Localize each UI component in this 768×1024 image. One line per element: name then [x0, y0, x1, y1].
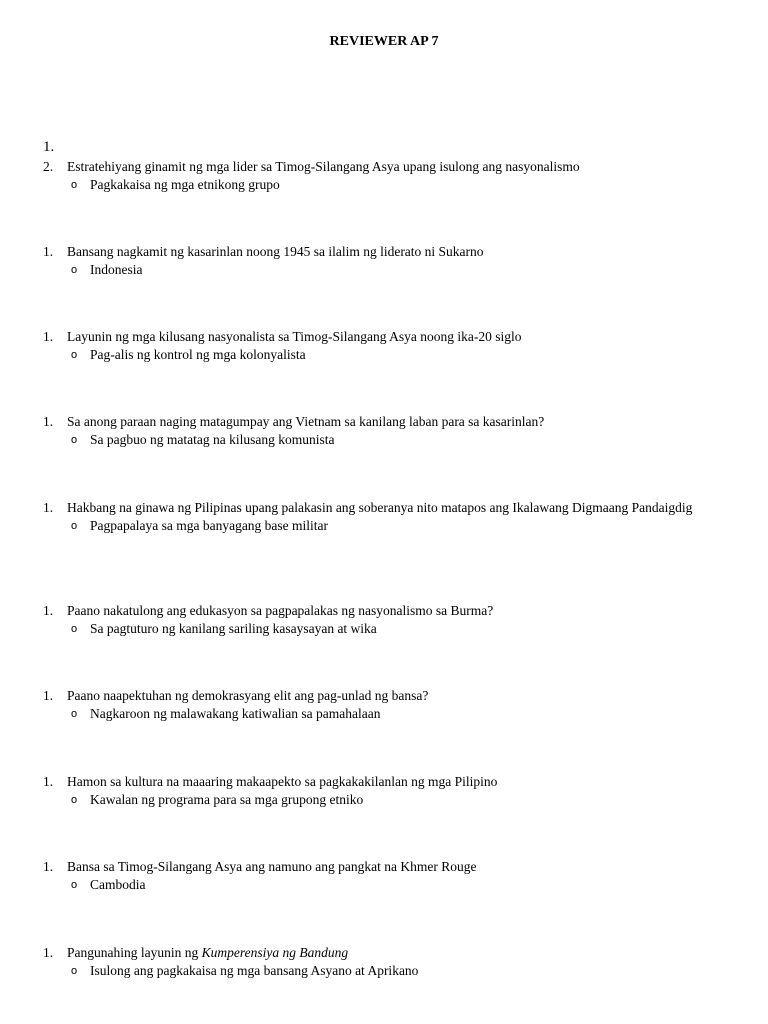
- question-item: [43, 858, 723, 894]
- question-text: Paano nakatulong ang edukasyon sa pagpapalakas ng nasyonalismo sa Burma?: [67, 603, 494, 618]
- question-item: [43, 773, 723, 809]
- question-text: Layunin ng mga kilusang nasyonalista sa Timog-Silangang Asya noong ika-20 siglo: [67, 329, 522, 344]
- question-item: [43, 243, 723, 279]
- question-number: 2.: [43, 159, 54, 174]
- question-text: [67, 944, 723, 962]
- question-text: Hamon sa kultura na maaaring makaapekto sa pagkakakilanlan ng mga Pilipino: [67, 774, 498, 789]
- answer-text: Cambodia: [90, 877, 146, 892]
- question-item: [43, 413, 723, 449]
- question-number: 1.: [43, 244, 54, 259]
- answer-text: Pag-alis ng kontrol ng mga kolonyalista: [90, 347, 306, 362]
- bullet-icon: o: [71, 708, 78, 720]
- question-text-italic: Kumperensiya ng Bandung: [201, 945, 349, 960]
- answer-text: Indonesia: [90, 262, 143, 277]
- question-item: [43, 499, 723, 535]
- bullet-icon: o: [71, 264, 78, 276]
- bullet-icon: o: [71, 520, 78, 532]
- bullet-icon: o: [71, 434, 78, 446]
- question-number: 1.: [43, 945, 54, 960]
- question-item: [43, 328, 723, 364]
- bullet-icon: o: [71, 179, 78, 191]
- bullet-icon: o: [71, 879, 78, 891]
- question-item: [43, 687, 723, 723]
- bullet-icon: o: [71, 794, 78, 806]
- question-number: 1.: [43, 329, 54, 344]
- question-item: [43, 602, 723, 638]
- stray-list-number: 1.: [43, 139, 55, 155]
- question-text: Sa anong paraan naging matagumpay ang Vietnam sa kanilang laban para sa kasarinlan?: [67, 414, 545, 429]
- question-text: Estratehiyang ginamit ng mga lider sa Timog-Silangang Asya upang isulong ang nasyonalismo: [67, 159, 580, 174]
- question-number: 1.: [43, 688, 54, 703]
- question-item: [43, 944, 723, 980]
- question-number: 1.: [43, 500, 54, 515]
- bullet-icon: o: [71, 623, 78, 635]
- question-text: Bansa sa Timog-Silangang Asya ang namuno ang pangkat na Khmer Rouge: [67, 859, 477, 874]
- question-text: Paano naapektuhan ng demokrasyang elit ang pag-unlad ng bansa?: [67, 688, 429, 703]
- answer-text: Nagkaroon ng malawakang katiwalian sa pamahalaan: [90, 706, 381, 721]
- answer-text: Pagkakaisa ng mga etnikong grupo: [90, 177, 280, 192]
- answer-text: Sa pagtuturo ng kanilang sariling kasaysayan at wika: [90, 621, 377, 636]
- answer-text: Pagpapalaya sa mga banyagang base militar: [90, 518, 329, 533]
- answer-text: Isulong ang pagkakaisa ng mga bansang Asyano at Aprikano: [90, 963, 419, 978]
- question-text: Bansang nagkamit ng kasarinlan noong 1945 sa ilalim ng liderato ni Sukarno: [67, 244, 484, 259]
- question-number: 1.: [43, 774, 54, 789]
- answer-text: Sa pagbuo ng matatag na kilusang komunista: [90, 432, 335, 447]
- question-number: 1.: [43, 414, 54, 429]
- question-text-prefix: Pangunahing layunin ng: [67, 945, 202, 960]
- question-item: [43, 158, 723, 194]
- question-number: 1.: [43, 859, 54, 874]
- page-title: REVIEWER AP 7: [329, 34, 439, 49]
- answer-text: Kawalan ng programa para sa mga grupong etniko: [90, 792, 364, 807]
- bullet-icon: o: [71, 965, 78, 977]
- question-text: Hakbang na ginawa ng Pilipinas upang palakasin ang soberanya nito matapos ang Ikalawang Digmaang Pandaigdig: [67, 500, 693, 515]
- bullet-icon: o: [71, 349, 78, 361]
- question-number: 1.: [43, 603, 54, 618]
